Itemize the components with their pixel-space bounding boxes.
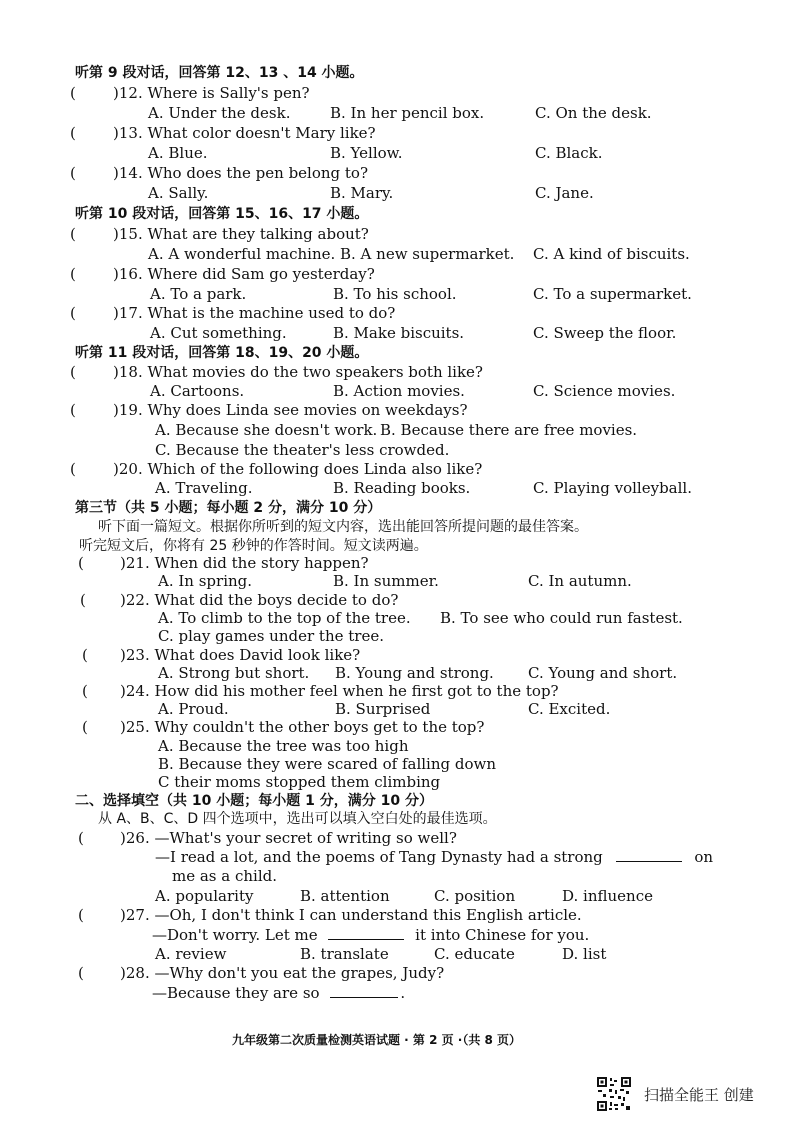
q19-option-b: B. Because there are free movies. bbox=[380, 421, 638, 439]
q26-stem: )26. —What's your secret of writing so well? bbox=[120, 829, 457, 847]
q22-option-a: A. To climb to the top of the tree. bbox=[158, 609, 411, 627]
q26-option-b: B. attention bbox=[300, 887, 390, 905]
part3-title: 第三节（共 5 小题；每小题 2 分，满分 10 分） bbox=[75, 500, 382, 516]
q12-stem: )12. Where is Sally's pen? bbox=[113, 84, 310, 102]
q25-option-b: B. Because they were scared of falling down bbox=[158, 755, 497, 773]
part3-instructions-2: 听完短文后，你将有 25 秒钟的作答时间。短文读两遍。 bbox=[79, 538, 428, 554]
q27-option-c: C. educate bbox=[434, 945, 515, 963]
q23-option-b: B. Young and strong. bbox=[335, 664, 494, 682]
q16-option-b: B. To his school. bbox=[333, 285, 457, 303]
q17-stem: )17. What is the machine used to do? bbox=[113, 304, 396, 322]
q27-line2-text: —Don't worry. Let me bbox=[152, 926, 318, 944]
q26-line2-end: on bbox=[694, 848, 714, 866]
part2-title: 二、选择填空（共 10 小题；每小题 1 分，满分 10 分） bbox=[75, 793, 433, 809]
q12-option-c: C. On the desk. bbox=[535, 104, 652, 122]
q12-option-a: A. Under the desk. bbox=[148, 104, 291, 122]
q16-stem: )16. Where did Sam go yesterday? bbox=[113, 265, 375, 283]
q15-option-c: C. A kind of biscuits. bbox=[533, 245, 690, 263]
q27-option-d: D. list bbox=[562, 945, 607, 963]
q12-option-b: B. In her pencil box. bbox=[330, 104, 485, 122]
answer-paren[interactable]: ( bbox=[70, 304, 76, 322]
q17-option-c: C. Sweep the floor. bbox=[533, 324, 677, 342]
q27-line2 bbox=[152, 926, 589, 944]
q27-line2-end: it into Chinese for you. bbox=[415, 926, 590, 944]
q19-option-c: C. Because the theater's less crowded. bbox=[155, 441, 450, 459]
q26-option-c: C. position bbox=[434, 887, 516, 905]
answer-paren[interactable]: ( bbox=[78, 964, 84, 982]
q26-blank[interactable] bbox=[616, 849, 682, 862]
q17-option-a: A. Cut something. bbox=[150, 324, 287, 342]
answer-paren[interactable]: ( bbox=[80, 591, 86, 609]
section-heading-10: 听第 10 段对话，回答第 15、16、17 小题。 bbox=[75, 206, 369, 222]
q27-stem: )27. —Oh, I don't think I can understand this English article. bbox=[120, 906, 582, 924]
q26-line3: me as a child. bbox=[172, 867, 278, 885]
q26-line2 bbox=[155, 848, 713, 866]
q26-option-a: A. popularity bbox=[155, 887, 254, 905]
q27-blank[interactable] bbox=[328, 927, 404, 940]
q25-stem: )25. Why couldn't the other boys get to the top? bbox=[120, 718, 485, 736]
qr-code-icon bbox=[596, 1076, 632, 1112]
answer-paren[interactable]: ( bbox=[70, 363, 76, 381]
q19-option-a: A. Because she doesn't work. bbox=[155, 421, 378, 439]
q28-stem: )28. —Why don't you eat the grapes, Judy? bbox=[120, 964, 445, 982]
q20-option-c: C. Playing volleyball. bbox=[533, 479, 692, 497]
section-heading-9: 听第 9 段对话，回答第 12、13 、14 小题。 bbox=[75, 65, 364, 81]
q27-option-a: A. review bbox=[155, 945, 227, 963]
answer-paren[interactable]: ( bbox=[70, 460, 76, 478]
q21-option-a: A. In spring. bbox=[158, 572, 253, 590]
q18-option-c: C. Science movies. bbox=[533, 382, 676, 400]
q23-option-a: A. Strong but short. bbox=[158, 664, 310, 682]
q23-option-c: C. Young and short. bbox=[528, 664, 678, 682]
q13-option-b: B. Yellow. bbox=[330, 144, 403, 162]
q25-option-c: C their moms stopped them climbing bbox=[158, 773, 441, 791]
q17-option-b: B. Make biscuits. bbox=[333, 324, 465, 342]
q21-option-c: C. In autumn. bbox=[528, 572, 632, 590]
q19-stem: )19. Why does Linda see movies on weekdays? bbox=[113, 401, 468, 419]
q21-option-b: B. In summer. bbox=[333, 572, 439, 590]
answer-paren[interactable]: ( bbox=[78, 554, 84, 572]
q16-option-a: A. To a park. bbox=[150, 285, 247, 303]
q18-option-a: A. Cartoons. bbox=[150, 382, 245, 400]
answer-paren[interactable]: ( bbox=[78, 829, 84, 847]
q28-line2-end: . bbox=[400, 984, 406, 1002]
part2-instructions: 从 A、B、C、D 四个选项中，选出可以填入空白处的最佳选项。 bbox=[98, 811, 497, 827]
q13-option-c: C. Black. bbox=[535, 144, 603, 162]
q22-stem: )22. What did the boys decide to do? bbox=[120, 591, 399, 609]
q14-stem: )14. Who does the pen belong to? bbox=[113, 164, 369, 182]
answer-paren[interactable]: ( bbox=[70, 164, 76, 182]
q20-option-a: A. Traveling. bbox=[155, 479, 253, 497]
part3-instructions-1: 听下面一篇短文。根据你所听到的短文内容，选出能回答所提问题的最佳答案。 bbox=[98, 519, 588, 535]
q26-option-d: D. influence bbox=[562, 887, 653, 905]
q24-stem: )24. How did his mother feel when he first got to the top? bbox=[120, 682, 559, 700]
q23-stem: )23. What does David look like? bbox=[120, 646, 361, 664]
q25-option-a: A. Because the tree was too high bbox=[158, 737, 409, 755]
page-footer: 九年级第二次质量检测英语试题 · 第 2 页 ·（共 8 页） bbox=[232, 1033, 522, 1047]
q24-option-c: C. Excited. bbox=[528, 700, 611, 718]
q27-option-b: B. translate bbox=[300, 945, 389, 963]
q28-blank[interactable] bbox=[330, 985, 398, 998]
q16-option-c: C. To a supermarket. bbox=[533, 285, 692, 303]
answer-paren[interactable]: ( bbox=[70, 225, 76, 243]
q18-stem: )18. What movies do the two speakers both like? bbox=[113, 363, 483, 381]
answer-paren[interactable]: ( bbox=[70, 401, 76, 419]
q22-option-c: C. play games under the tree. bbox=[158, 627, 384, 645]
q28-line2-text: —Because they are so bbox=[152, 984, 320, 1002]
answer-paren[interactable]: ( bbox=[82, 682, 88, 700]
q15-option-a: A. A wonderful machine. bbox=[148, 245, 336, 263]
q20-option-b: B. Reading books. bbox=[333, 479, 471, 497]
answer-paren[interactable]: ( bbox=[82, 646, 88, 664]
q15-stem: )15. What are they talking about? bbox=[113, 225, 369, 243]
q20-stem: )20. Which of the following does Linda also like? bbox=[113, 460, 483, 478]
q14-option-a: A. Sally. bbox=[148, 184, 209, 202]
q22-option-b: B. To see who could run fastest. bbox=[440, 609, 683, 627]
scanner-watermark: 扫描全能王 创建 bbox=[644, 1086, 754, 1104]
q13-option-a: A. Blue. bbox=[148, 144, 208, 162]
answer-paren[interactable]: ( bbox=[82, 718, 88, 736]
q14-option-c: C. Jane. bbox=[535, 184, 594, 202]
answer-paren[interactable]: ( bbox=[70, 124, 76, 142]
q24-option-a: A. Proud. bbox=[158, 700, 229, 718]
answer-paren[interactable]: ( bbox=[78, 906, 84, 924]
q15-option-b: B. A new supermarket. bbox=[340, 245, 515, 263]
q13-stem: )13. What color doesn't Mary like? bbox=[113, 124, 376, 142]
q14-option-b: B. Mary. bbox=[330, 184, 394, 202]
section-heading-11: 听第 11 段对话，回答第 18、19、20 小题。 bbox=[75, 345, 369, 361]
q21-stem: )21. When did the story happen? bbox=[120, 554, 369, 572]
q18-option-b: B. Action movies. bbox=[333, 382, 465, 400]
q28-line2 bbox=[152, 984, 405, 1002]
answer-paren[interactable]: ( bbox=[70, 265, 76, 283]
q24-option-b: B. Surprised bbox=[335, 700, 431, 718]
q26-line2-text: —I read a lot, and the poems of Tang Dynasty had a strong bbox=[155, 848, 603, 866]
answer-paren[interactable]: ( bbox=[70, 84, 76, 102]
